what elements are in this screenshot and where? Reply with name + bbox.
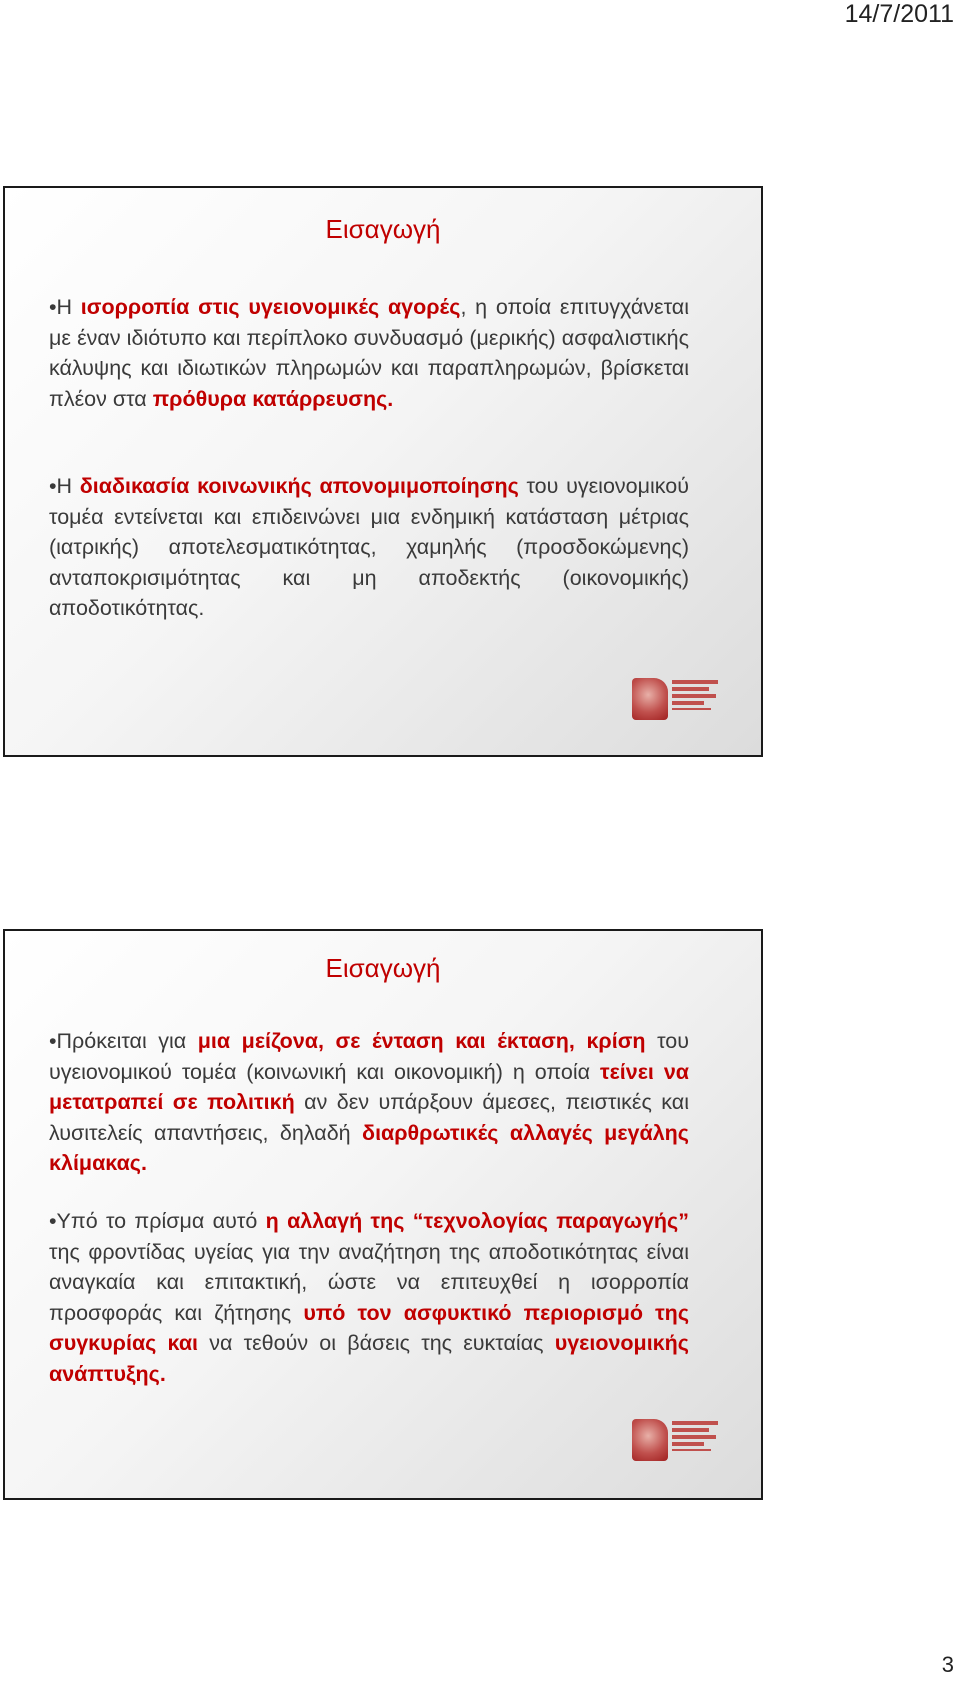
logo-emblem-icon: [632, 678, 668, 720]
highlight-text: ισορροπία στις υγειονομικές αγορές: [80, 295, 461, 319]
highlight-text: τείνει να μετατραπεί σε πολιτική: [49, 1059, 690, 1114]
text-segment: Η: [56, 474, 80, 498]
text-segment: του υγειονομικού τομέα (κοινωνική και οικονομική) η οποία: [49, 1029, 689, 1084]
highlight-text: μια μείζονα, σε ένταση και έκταση, κρίση: [197, 1029, 646, 1053]
text-segment: Υπό το πρίσμα αυτό: [56, 1209, 266, 1233]
highlight-text: υπό τον ασφυκτικό περιορισμό της συγκυρίας και: [49, 1300, 689, 1355]
page-number: 3: [941, 1652, 954, 1677]
logo-wordmark: [672, 680, 718, 713]
bullet-marker: •: [49, 1029, 57, 1053]
bullet-paragraph-1: [49, 292, 689, 414]
slide-1: [3, 186, 763, 757]
slide-2: [3, 929, 763, 1500]
school-logo: [632, 678, 720, 720]
bullet-marker: •: [49, 1209, 57, 1233]
bullet-paragraph-1: [49, 1026, 689, 1179]
text-segment: να τεθούν οι βάσεις της ευκταίας: [198, 1331, 555, 1355]
bullet-marker: •: [49, 295, 57, 319]
text-segment: , η οποία επιτυγχάνεται με έναν ιδιότυπο και περίπλοκο συνδυασμό (μερικής) ασφαλιστικής κάλυψης και ιδιωτικών πληρωμών και παραπληρωμών, βρίσκεται πλέον στα: [49, 295, 689, 411]
bullet-paragraph-2: [49, 1206, 689, 1389]
text-segment: του υγειονομικού τομέα εντείνεται και επιδεινώνει μια ενδημική κατάσταση μέτριας (ιατρικής) αποτελεσματικότητας, χαμηλής (προσδοκώμενης) ανταποκρισιμότητας και μη αποδεκτής (οικονομικής) αποδοτικότητας.: [49, 474, 689, 620]
text-segment: Η: [56, 295, 81, 319]
text-segment: Πρόκειται για: [56, 1029, 198, 1053]
header-date: 14/7/2011: [844, 0, 954, 28]
logo-emblem-icon: [632, 1419, 668, 1461]
bullet-paragraph-2: [49, 471, 689, 624]
highlight-text: υγειονομικής ανάπτυξης.: [49, 1331, 689, 1386]
text-segment: της φροντίδας υγείας για την αναζήτηση της αποδοτικότητας είναι αναγκαία και επιτακτική, ώστε να επιτευχθεί η ισορροπία προσφοράς και ζήτησης: [49, 1239, 689, 1325]
highlight-text: διαδικασία κοινωνικής απονομιμοποίησης: [79, 474, 519, 498]
slide-title: Εισαγωγή: [325, 214, 441, 244]
highlight-text: η αλλαγή της “τεχνολογίας παραγωγής”: [265, 1209, 689, 1233]
text-segment: αν δεν υπάρξουν άμεσες, πειστικές και λυσιτελείς απαντήσεις, δηλαδή: [49, 1090, 689, 1145]
logo-wordmark: [672, 1421, 718, 1454]
highlight-text: πρόθυρα κατάρρευσης.: [152, 386, 394, 411]
highlight-text: διαρθρωτικές αλλαγές μεγάλης κλίμακας.: [49, 1120, 689, 1175]
slide-title: Εισαγωγή: [325, 953, 441, 983]
bullet-marker: •: [49, 474, 57, 498]
school-logo: [632, 1419, 720, 1461]
